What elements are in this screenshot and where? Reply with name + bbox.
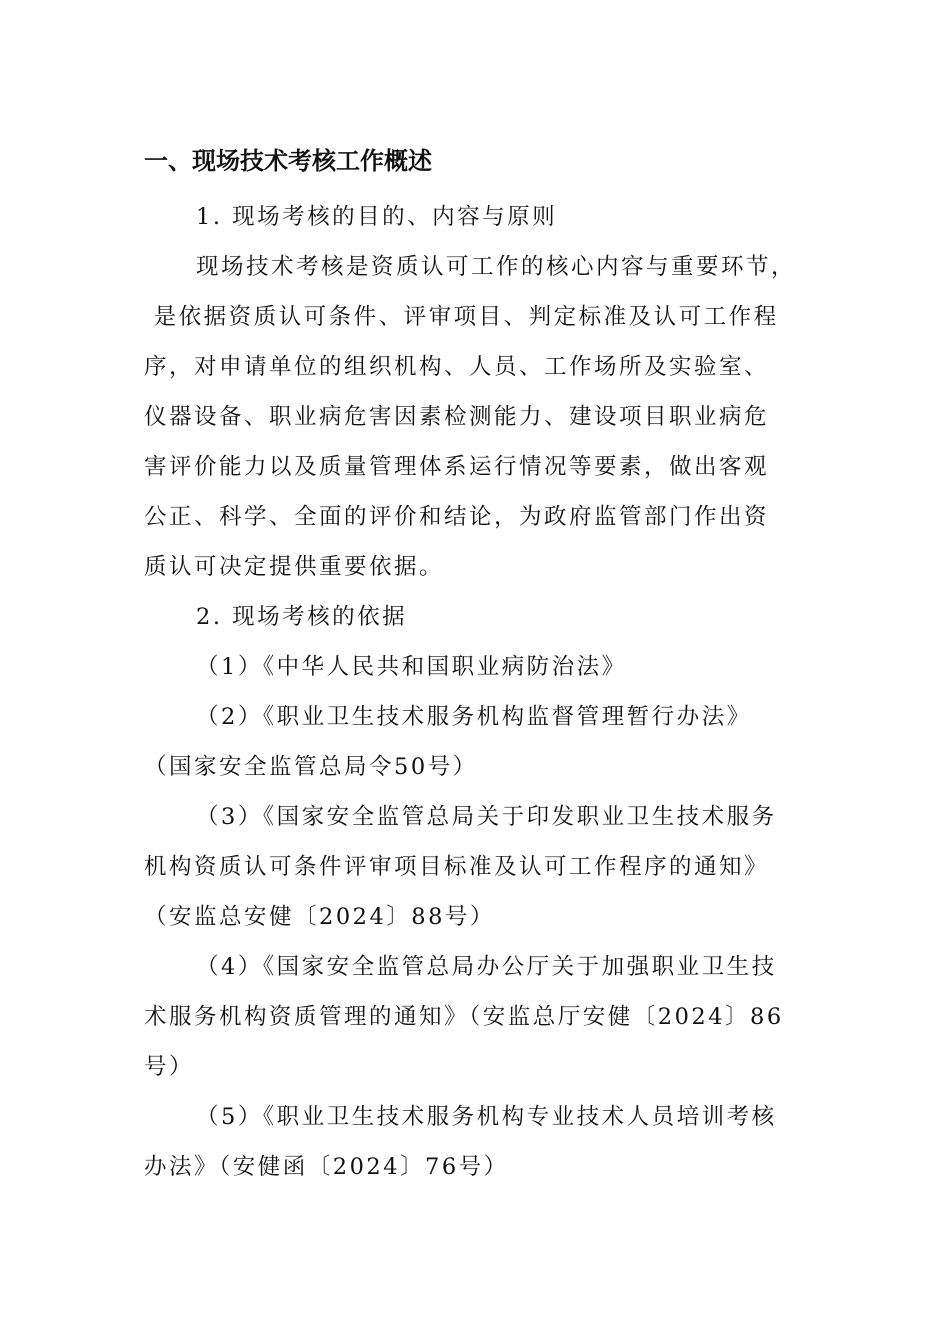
reference-line: （4）《国家安全监管总局办公厅关于加强职业卫生技 xyxy=(196,954,777,980)
paragraph-line: 仪器设备、职业病危害因素检测能力、建设项目职业病危 xyxy=(144,404,770,430)
paragraph-line: 公正、科学、全面的评价和结论，为政府监管部门作出资 xyxy=(144,504,770,530)
reference-line: （国家安全监管总局令50号） xyxy=(144,754,478,780)
reference-line: （5）《职业卫生技术服务机构专业技术人员培训考核 xyxy=(196,1104,777,1130)
reference-item-3 xyxy=(144,792,809,942)
reference-line: （1）《中华人民共和国职业病防治法》 xyxy=(196,654,627,680)
reference-line: （2）《职业卫生技术服务机构监督管理暂行办法》 xyxy=(196,704,752,730)
paragraph-line: 害评价能力以及质量管理体系运行情况等要素，做出客观 xyxy=(144,454,770,480)
reference-line: 机构资质认可条件评审项目标准及认可工作程序的通知》 xyxy=(144,854,770,880)
reference-line: 办法》（安健函〔2024〕76号） xyxy=(144,1154,509,1180)
paragraph-line: 序，对申请单位的组织机构、人员、工作场所及实验室、 xyxy=(144,354,770,380)
reference-line: 术服务机构资质管理的通知》（安监总厅安健〔2024〕86 xyxy=(144,1004,784,1030)
reference-line: 号） xyxy=(144,1054,195,1080)
paragraph-line: 现场技术考核是资质认可工作的核心内容与重要环节， xyxy=(196,254,797,280)
section-heading: 一、现场技术考核工作概述 xyxy=(144,147,432,175)
document-page xyxy=(144,138,809,1192)
paragraph-line: 是依据资质认可条件、评审项目、判定标准及认可工作程 xyxy=(144,304,779,330)
subsection-title-1: 1. 现场考核的目的、内容与原则 xyxy=(196,204,558,230)
paragraph-purpose xyxy=(144,242,809,592)
reference-list xyxy=(144,642,809,1192)
reference-item-4 xyxy=(144,942,809,1092)
spacer xyxy=(144,184,809,192)
subsection-title-2: 2. 现场考核的依据 xyxy=(196,604,408,630)
reference-item-2 xyxy=(144,692,809,792)
reference-line: （安监总安健〔2024〕88号） xyxy=(144,904,495,930)
reference-item-5 xyxy=(144,1092,809,1192)
paragraph-line: 质认可决定提供重要依据。 xyxy=(144,554,445,580)
reference-item-1 xyxy=(144,642,809,692)
reference-line: （3）《国家安全监管总局关于印发职业卫生技术服务 xyxy=(196,804,777,830)
